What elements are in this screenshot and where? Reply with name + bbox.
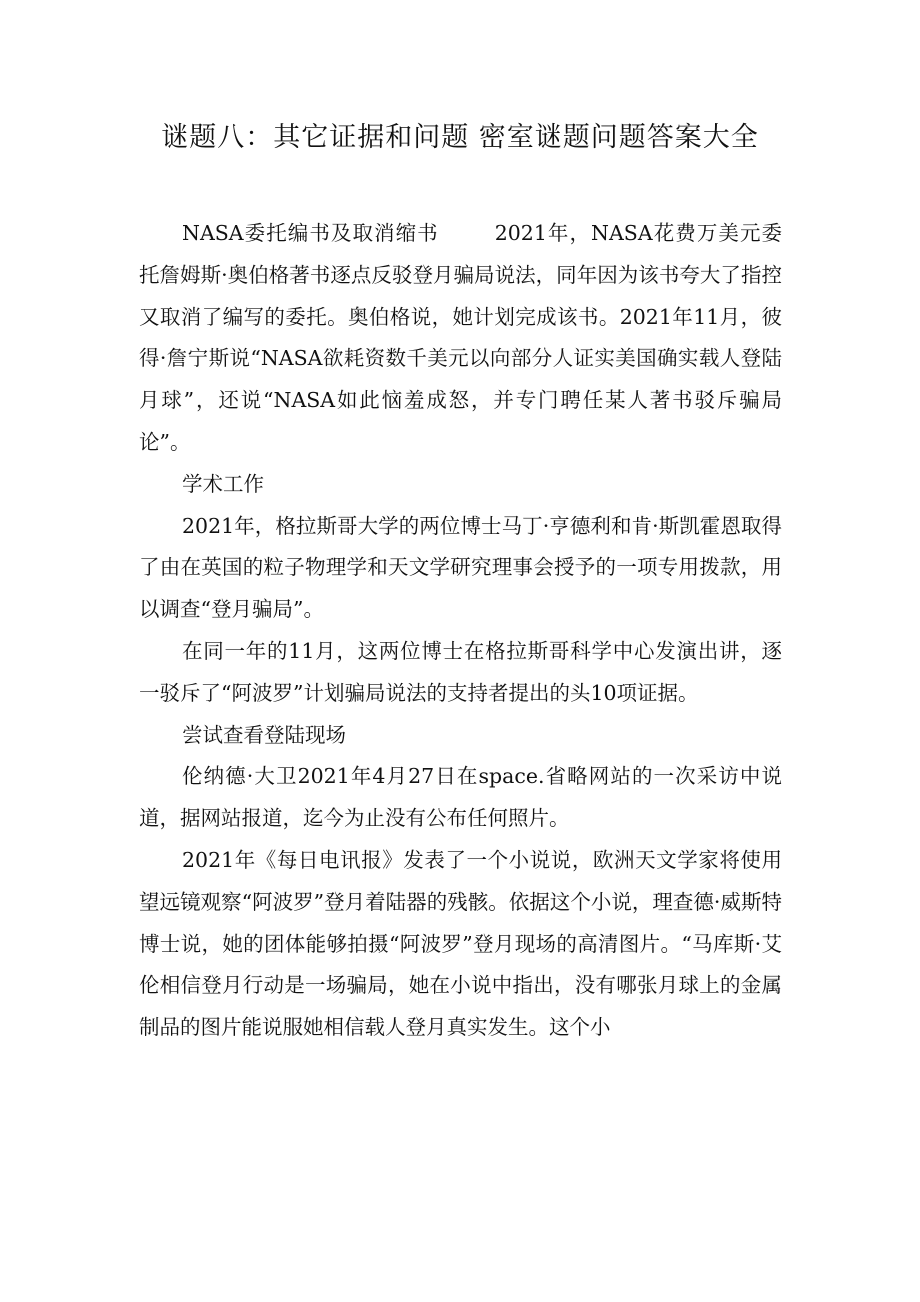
paragraph-glasgow-grant: 2021年，格拉斯哥大学的两位博士马丁·亨德利和肯·斯凯霍恩取得了由在英国的粒子物理学和天文学研究理事会授予的一项专用拨款，用以调查“登月骗局”。 (139, 513, 782, 622)
paragraph-glasgow-lecture: 在同一年的11月，这两位博士在格拉斯哥科学中心发演出讲，逐一驳斥了“阿波罗”计划骗局说法的支持者提出的头10项证据。 (139, 638, 782, 705)
heading-academic-work: 学术工作 (182, 471, 264, 496)
heading-view-landing-site: 尝试查看登陆现场 (182, 722, 346, 747)
paragraph-lead: NASA委托编书及取消缩书 (182, 221, 439, 245)
paragraph-leonard-david: 伦纳德·大卫2021年4月27日在space.省略网站的一次采访中说道，据网站报道，迄今为止没有公布任何照片。 (139, 764, 782, 831)
document-body (139, 213, 782, 1049)
document-title: 谜题八：其它证据和问题 密室谜题问题答案大全 (161, 122, 759, 153)
paragraph-telegraph-report: 2021年《每日电讯报》发表了一个小说说，欧洲天文学家将使用望远镜观察“阿波罗”登月着陆器的残骸。依据这个小说，理查德·威斯特博士说，她的团体能够拍摄“阿波罗”登月现场的高清图片。“马库斯·艾伦相信登月行动是一场骗局，她在小说中指出，没有哪张月球上的金属制品的图片能说服她相信载人登月真实发生。这个小 (139, 847, 782, 1040)
paragraph-nasa-book (139, 213, 782, 464)
paragraph-text: 2021年，NASA花费万美元委托詹姆斯·奥伯格著书逐点反驳登月骗局说法，同年因为该书夸大了指控又取消了编写的委托。奥伯格说，她计划完成该书。2021年11月，彼得·詹宁斯说“NASA欲耗资数千美元以向部分人证实美国确实载人登陆月球”，还说“NASA如此恼羞成怒，并专门聘任某人著书驳斥骗局论”。 (139, 221, 783, 454)
